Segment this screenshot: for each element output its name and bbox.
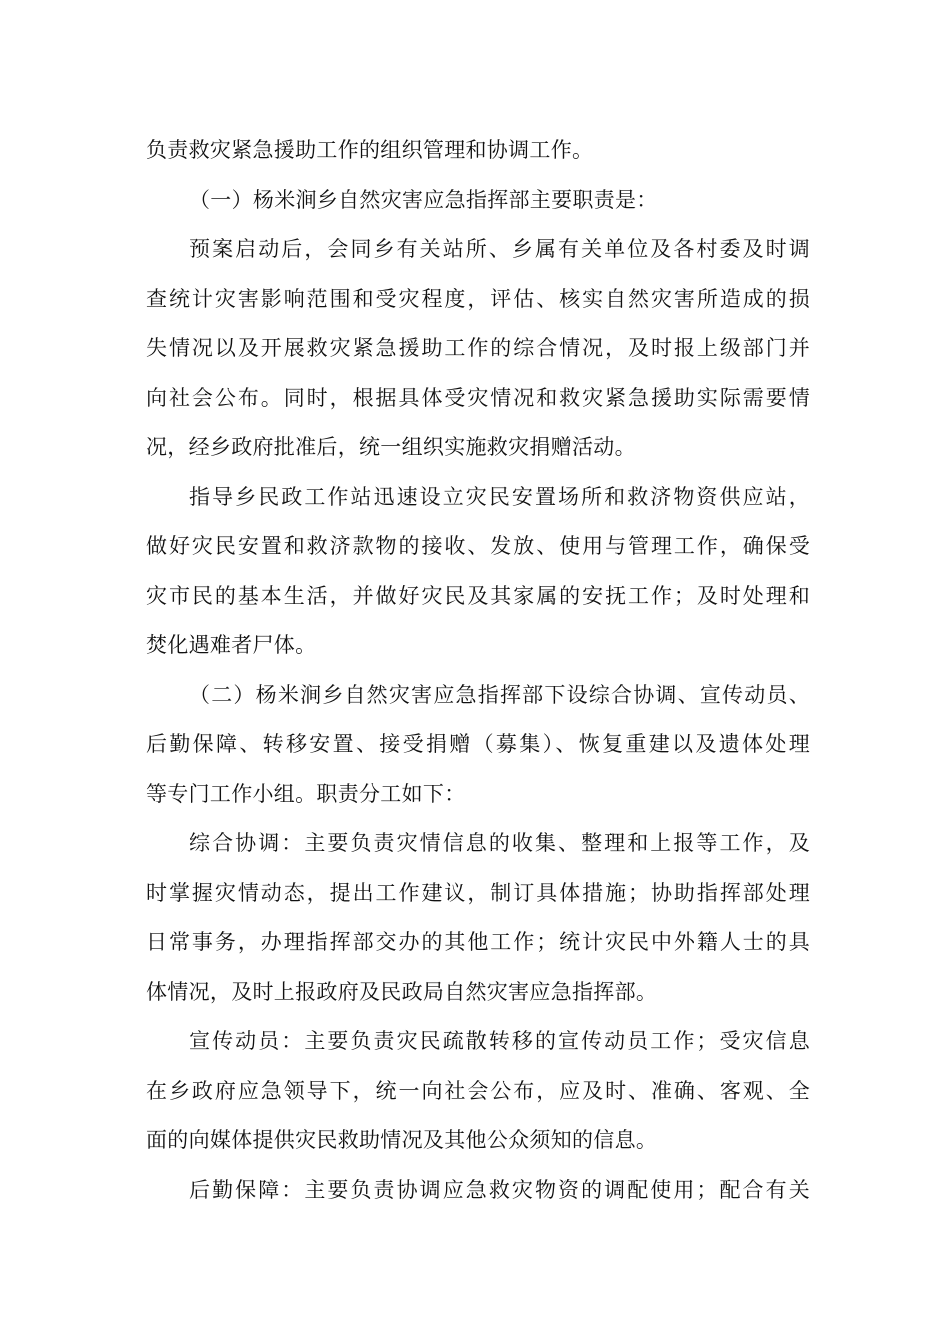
- paragraph-publicity: [146, 1017, 810, 1166]
- text-line: 综合协调：主要负责灾情信息的收集、整理和上报等工作，及: [189, 831, 810, 855]
- paragraph-guidance: [146, 473, 810, 671]
- text-line: 后勤保障、转移安置、接受捐赠（募集）、恢复重建以及遗体处理: [146, 732, 810, 756]
- text-line: 在乡政府应急领导下，统一向社会公布，应及时、准确、客观、全: [146, 1078, 810, 1103]
- text-line: 面的向媒体提供灾民救助情况及其他公众须知的信息。: [146, 1128, 658, 1152]
- paragraph-section-two: [146, 671, 810, 820]
- text-line: 时掌握灾情动态，提出工作建议，制订具体措施；协助指挥部处理: [146, 880, 810, 905]
- text-line: （一）杨米涧乡自然灾害应急指挥部主要职责是：: [189, 187, 658, 212]
- text-line: 等专门工作小组。职责分工如下：: [146, 781, 466, 806]
- text-line: 后勤保障：主要负责协调应急救灾物资的调配使用；配合有关: [189, 1177, 810, 1202]
- text-line: 负责救灾紧急援助工作的组织管理和协调工作。: [146, 138, 594, 162]
- text-line: 查统计灾害影响范围和受灾程度，评估、核实自然灾害所造成的损: [146, 286, 810, 311]
- paragraph-section-one-heading: [146, 176, 810, 226]
- paragraph-plan-activation: [146, 225, 810, 473]
- text-line: （二）杨米涧乡自然灾害应急指挥部下设综合协调、宣传动员、: [189, 682, 810, 707]
- paragraph-continuation: [146, 126, 810, 176]
- text-line: 焚化遇难者尸体。: [146, 633, 317, 657]
- text-line: 灾市民的基本生活，并做好灾民及其家属的安抚工作；及时处理和: [146, 583, 810, 608]
- text-line: 指导乡民政工作站迅速设立灾民安置场所和救济物资供应站，: [189, 484, 810, 509]
- document-body: [146, 126, 810, 1215]
- text-line: 做好灾民安置和救济款物的接收、发放、使用与管理工作，确保受: [146, 534, 810, 558]
- text-line: 预案启动后，会同乡有关站所、乡属有关单位及各村委及时调: [189, 237, 810, 261]
- text-line: 失情况以及开展救灾紧急援助工作的综合情况，及时报上级部门并: [146, 336, 810, 360]
- text-line: 体情况，及时上报政府及民政局自然灾害应急指挥部。: [146, 979, 658, 1004]
- text-line: 日常事务，办理指挥部交办的其他工作；统计灾民中外籍人士的具: [146, 930, 810, 954]
- paragraph-logistics: [146, 1166, 810, 1216]
- text-line: 向社会公布。同时，根据具体受灾情况和救灾紧急援助实际需要情: [146, 385, 810, 410]
- text-line: 况，经乡政府批准后，统一组织实施救灾捐赠活动。: [146, 435, 636, 459]
- paragraph-coordination: [146, 819, 810, 1017]
- text-line: 宣传动员：主要负责灾民疏散转移的宣传动员工作；受灾信息: [189, 1029, 810, 1053]
